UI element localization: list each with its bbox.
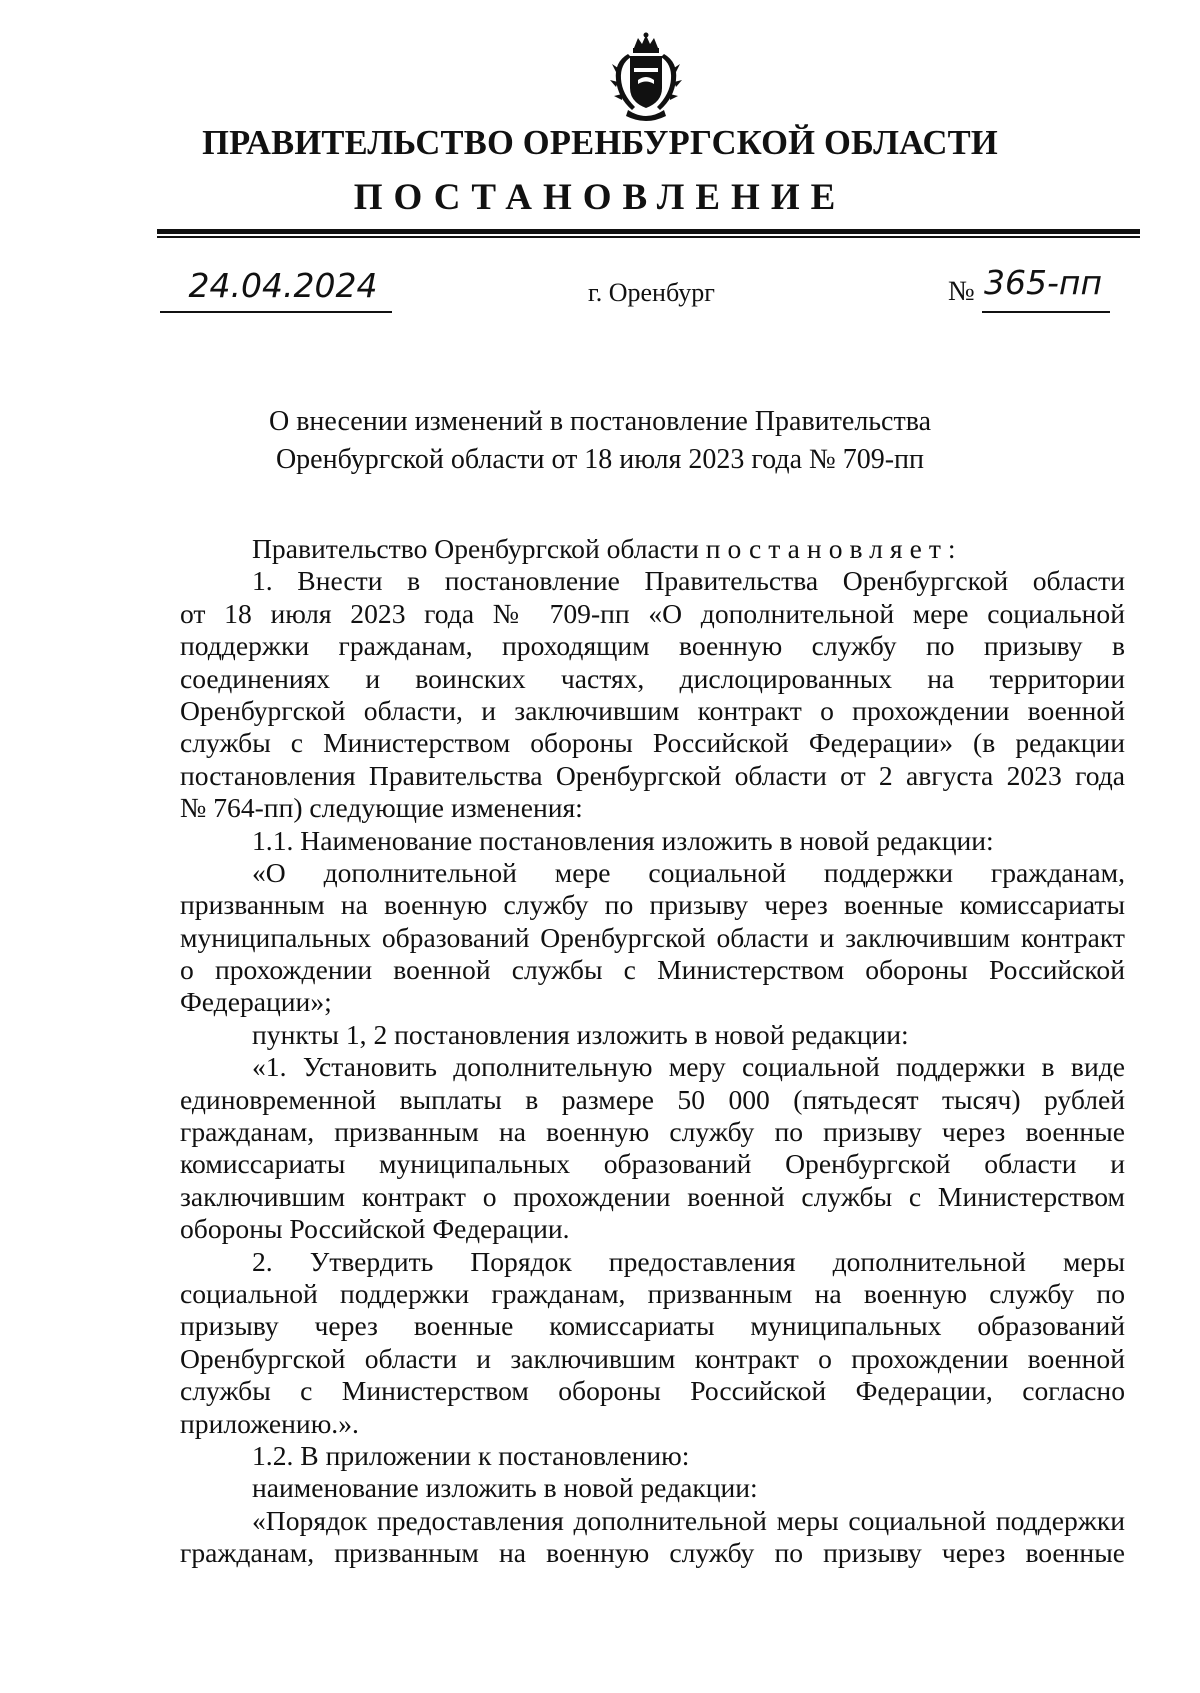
- body-line: Оренбургской области и заключившим контракт о прохождении военной: [180, 1342, 1125, 1374]
- body-line: наименование изложить в новой редакции:: [252, 1472, 758, 1504]
- heading-line: Оренбургской области от 18 июля 2023 года № 709-пп: [275, 444, 925, 475]
- document-city: г. Оренбург: [588, 278, 715, 307]
- document-date: 24.04.2024: [188, 266, 378, 305]
- body-line: 2. Утвердить Порядок предоставления дополнительной меры: [252, 1245, 1125, 1277]
- body-line: № 764-пп) следующие изменения:: [180, 792, 583, 824]
- body-line: соединениях и воинских частях, дислоцированных на территории: [180, 662, 1125, 694]
- body-line: «Порядок предоставления дополнительной меры социальной поддержки: [252, 1504, 1125, 1536]
- body-line: о прохождении военной службы с Министерством обороны Российской: [180, 954, 1125, 986]
- body-line: от 18 июля 2023 года № 709-пп «О дополнительной мере социальной: [180, 597, 1125, 629]
- organization-title: ПРАВИТЕЛЬСТВО ОРЕНБУРГСКОЙ ОБЛАСТИ: [202, 124, 998, 162]
- body-line: 1. Внести в постановление Правительства Оренбургской области: [252, 565, 1125, 597]
- date-underline: [160, 311, 392, 313]
- number-sign: №: [948, 276, 975, 307]
- document-heading: [0, 403, 1200, 479]
- document-body: [180, 533, 1125, 1570]
- body-line: гражданам, призванным на военную службу по призыву через военные: [180, 1116, 1125, 1148]
- body-line: Федерации»;: [180, 986, 332, 1018]
- body-line: призыву через военные комиссариаты муниципальных образований: [180, 1310, 1125, 1342]
- body-line: призванным на военную службу по призыву через военные комиссариаты: [180, 889, 1125, 921]
- body-line: комиссариаты муниципальных образований Оренбургской области и: [180, 1148, 1125, 1180]
- preamble-line: [180, 533, 1125, 565]
- body-line: поддержки гражданам, проходящим военную службу по призыву в: [180, 630, 1125, 662]
- heading-line: О внесении изменений в постановление Правительства: [268, 406, 932, 437]
- body-line: социальной поддержки гражданам, призванным на военную службу по: [180, 1277, 1125, 1309]
- header-divider-thin: [157, 236, 1140, 238]
- body-line: Оренбургской области, и заключившим контракт о прохождении военной: [180, 694, 1125, 726]
- coat-of-arms-emblem: [604, 32, 688, 124]
- body-line: постановления Правительства Оренбургской области от 2 августа 2023 года: [180, 759, 1125, 791]
- body-line: заключившим контракт о прохождении военной службы с Министерством: [180, 1180, 1125, 1212]
- body-line: обороны Российской Федерации.: [180, 1213, 570, 1245]
- number-underline: [982, 311, 1110, 313]
- body-line: муниципальных образований Оренбургской области и заключившим контракт: [180, 921, 1125, 953]
- document-type-title: ПОСТАНОВЛЕНИЕ: [353, 177, 847, 218]
- body-line: гражданам, призванным на военную службу по призыву через военные: [180, 1537, 1125, 1569]
- body-line: 1.1. Наименование постановления изложить в новой редакции:: [252, 824, 994, 856]
- document-number: 365-пп: [984, 263, 1103, 302]
- body-line: приложению.».: [180, 1407, 359, 1439]
- body-line: «1. Установить дополнительную меру социальной поддержки в виде: [252, 1051, 1125, 1083]
- body-line: «О дополнительной мере социальной поддержки гражданам,: [252, 856, 1125, 888]
- body-line: 1.2. В приложении к постановлению:: [252, 1439, 690, 1471]
- body-line: службы с Министерством обороны Российской Федерации» (в редакции: [180, 727, 1125, 759]
- preamble-text: Правительство Оренбургской области: [252, 533, 699, 564]
- body-line: пункты 1, 2 постановления изложить в новой редакции:: [252, 1018, 909, 1050]
- header-divider: [157, 229, 1140, 234]
- body-line: единовременной выплаты в размере 50 000 (пятьдесят тысяч) рублей: [180, 1083, 1125, 1115]
- preamble-verb: постановляет:: [705, 533, 963, 564]
- body-line: службы с Министерством обороны Российской Федерации, согласно: [180, 1375, 1125, 1407]
